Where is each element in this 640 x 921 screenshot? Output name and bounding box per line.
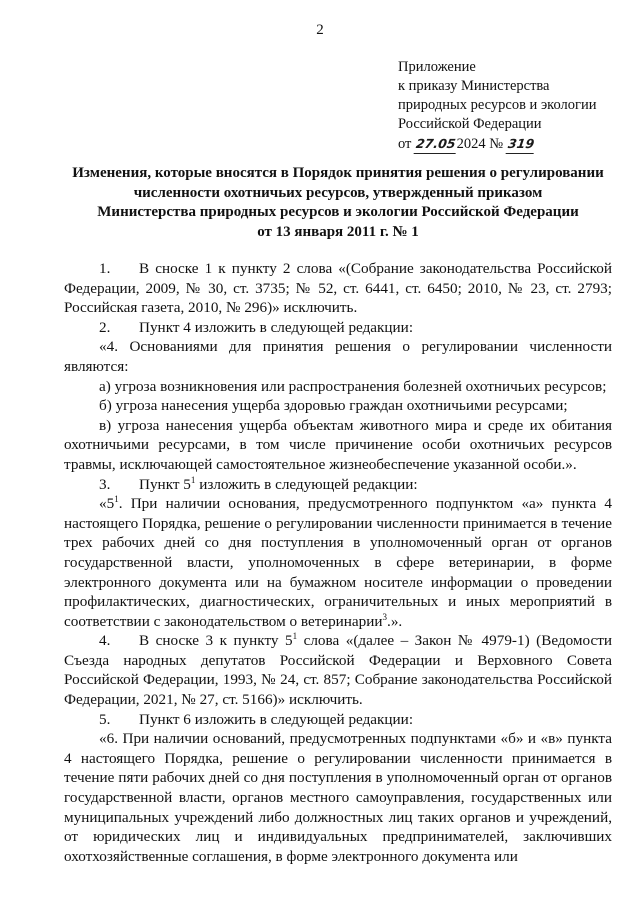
appendix-date-line	[398, 134, 596, 154]
point-6-text: «6. При наличии оснований, предусмотренных подпунктами «б» и «в» пункта 4 настоящего Порядка, решение о регулировании численности принимается в течение пяти рабочих дней со дня поступления в уполномоченный орган от органов государственной власти, органов местного самоуправления, государственных или муниципальных учреждений либо должностных лиц таких органов и учреждений, от юридических лиц и индивидуальных предпринимателей, заключивших охотхозяйственные соглашения, в форме электронного документа или	[64, 730, 612, 865]
document-body	[64, 259, 612, 866]
appendix-block	[398, 58, 596, 154]
point-5-1-superscript: 1	[114, 494, 119, 505]
date-prefix: от	[398, 136, 412, 152]
appendix-country: Российской Федерации	[398, 116, 542, 132]
appendix-ministry: природных ресурсов и экологии	[398, 97, 597, 113]
point-4-subitem-c: в) угроза нанесения ущерба объектам животного мира и среде их обитания охотничьими ресурсами, в том числе причинение особи охотничьих ресурсов травмы, исключающей самостоятельное жизнеобеспечение указанной особи.».	[64, 416, 612, 473]
item-4	[64, 631, 612, 709]
point-5-1-text	[64, 494, 612, 631]
item-3-number: 3.	[99, 475, 111, 493]
heading-line-2: численности охотничьих ресурсов, утвержденный приказом	[133, 184, 543, 201]
item-3-text-b: изложить в следующей редакции:	[195, 475, 418, 493]
point-4-intro: «4. Основаниями для принятия решения о регулировании численности являются:	[64, 338, 612, 375]
item-1-number: 1.	[99, 260, 111, 277]
item-3	[64, 475, 612, 495]
point-5-1-end: .».	[387, 612, 403, 630]
point-5-1-body: . При наличии основания, предусмотренного подпунктом «а» пункта 4 настоящего Порядка, решение о регулировании численности принимается в течение трех рабочих дней со дня поступления в уполномоченный орган от органов государственной власти, уполномоченных в сфере ветеринарии, в форме электронного документа или на бумажном носителе информации о проведении профилактических, диагностических, ограничительных и иных мероприятий в соответствии с законодательством о ветеринарии	[64, 495, 612, 630]
item-4-superscript: 1	[292, 631, 298, 642]
date-year: 2024 №	[456, 136, 504, 152]
appendix-title: Приложение	[398, 59, 476, 75]
footnote-3-marker: 3	[382, 611, 388, 622]
page-number: 2	[316, 22, 324, 38]
heading-line-1: Изменения, которые вносятся в Порядок принятия решения о регулировании	[72, 165, 604, 181]
item-2-text: Пункт 4 изложить в следующей редакции:	[139, 318, 414, 336]
item-4-text-a: В сноске 3 к пункту 5	[139, 632, 293, 650]
item-5-text: Пункт 6 изложить в следующей редакции:	[139, 710, 414, 728]
point-4-subitem-a: а) угроза возникновения или распространения болезней охотничьих ресурсов;	[99, 377, 607, 395]
point-5-1-label: «5	[99, 495, 115, 513]
item-3-text-a: Пункт 5	[139, 475, 191, 493]
item-3-superscript: 1	[190, 474, 196, 485]
point-4-subitem-b: б) угроза нанесения ущерба здоровью граждан охотничьими ресурсами;	[99, 397, 568, 415]
item-5	[64, 710, 612, 730]
item-2	[64, 318, 612, 338]
heading-line-4: от 13 января 2011 г. № 1	[257, 223, 419, 240]
document-heading	[64, 164, 612, 242]
handwritten-date: 27.05	[414, 134, 458, 154]
item-4-number: 4.	[99, 632, 111, 650]
item-1	[64, 259, 612, 318]
item-5-number: 5.	[99, 710, 111, 728]
handwritten-order-number: 319	[505, 134, 536, 154]
appendix-order-ref: к приказу Министерства	[398, 78, 550, 94]
heading-line-3: Министерства природных ресурсов и экологии Российской Федерации	[97, 204, 579, 220]
item-1-text: В сноске 1 к пункту 2 слова «(Собрание законодательства Российской Федерации, 2009, № 30, ст. 3735; № 52, ст. 6441, ст. 6450; 2010, № 23, ст. 2793; Российская газета, 2010, № 296)» исключить.	[64, 260, 612, 317]
item-4-text-b: слова «(далее – Закон № 4979-1) (Ведомости Съезда народных депутатов Российской Федерации и Верховного Совета Российской Федерации, 1993, № 24, ст. 857; Собрание законодательства Российской Федерации, 2021, № 27, ст. 5166)» исключить.	[64, 632, 612, 709]
item-2-number: 2.	[99, 318, 111, 336]
